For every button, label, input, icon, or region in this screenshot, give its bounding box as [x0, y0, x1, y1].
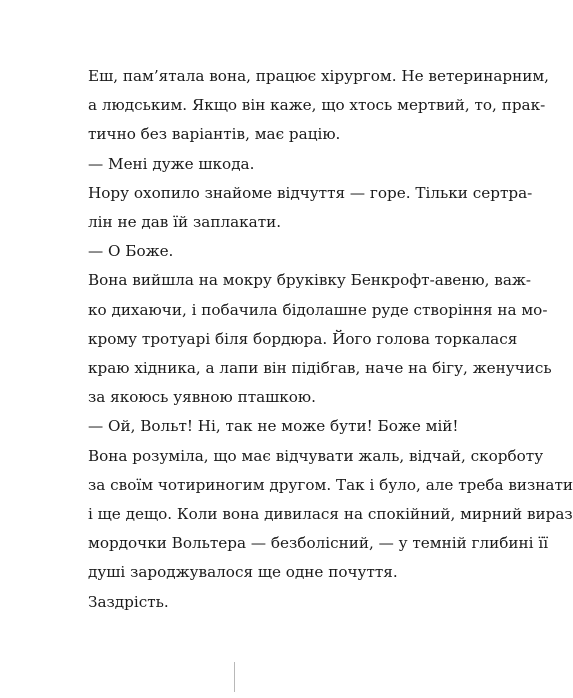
text-line: мордочки Вольтера — безболісний, — у темній глибині її — [88, 534, 549, 553]
text-line: — О Боже. — [88, 242, 174, 261]
text-line: і ще дещо. Коли вона дивилася на спокійний, мирний вираз — [88, 505, 573, 524]
text-line: а людським. Якщо він каже, що хтось мертвий, то, прак- — [88, 96, 546, 115]
text-line: Заздрість. — [88, 592, 169, 611]
paragraph — [88, 62, 549, 150]
text-line: лін не дав їй заплакати. — [88, 213, 282, 232]
text-line: Еш, пам’ятала вона, працює хірургом. Не ветеринарним, — [88, 67, 549, 85]
text-line: краю хідника, а лапи він підібгав, наче на бігу, женучись — [88, 359, 552, 378]
paragraph — [88, 266, 552, 412]
text-line: душі зароджувалося ще одне почуття. — [88, 563, 398, 582]
paragraph — [88, 442, 573, 588]
text-line: тично без варіантів, має рацію. — [88, 125, 341, 144]
body-text — [88, 62, 573, 617]
text-line: — Мені дуже шкода. — [88, 154, 255, 173]
paragraph — [88, 237, 433, 266]
text-line: Вона вийшла на мокру бруківку Бенкрофт-авеню, важ- — [88, 271, 532, 290]
text-line: ко дихаючи, і побачила бідолашне руде створіння на мо- — [88, 300, 548, 319]
text-line: за своїм чотириногим другом. Так і було, але треба визнати — [88, 475, 573, 494]
text-line: крому тротуарі біля бордюра. Його голова торкалася — [88, 329, 518, 348]
text-line: Вона розуміла, що має відчувати жаль, відчай, скорботу — [88, 446, 544, 465]
scan-gutter-line — [234, 662, 235, 692]
paragraph — [88, 588, 433, 617]
paragraph — [88, 412, 459, 441]
text-line: Нору охопило знайоме відчуття — горе. Тільки сертра- — [88, 183, 533, 202]
paragraph — [88, 150, 433, 179]
text-line: — Ой, Вольт! Ні, так не може бути! Боже мій! — [88, 417, 459, 436]
text-line: за якоюсь уявною пташкою. — [88, 388, 316, 407]
paragraph — [88, 179, 533, 237]
